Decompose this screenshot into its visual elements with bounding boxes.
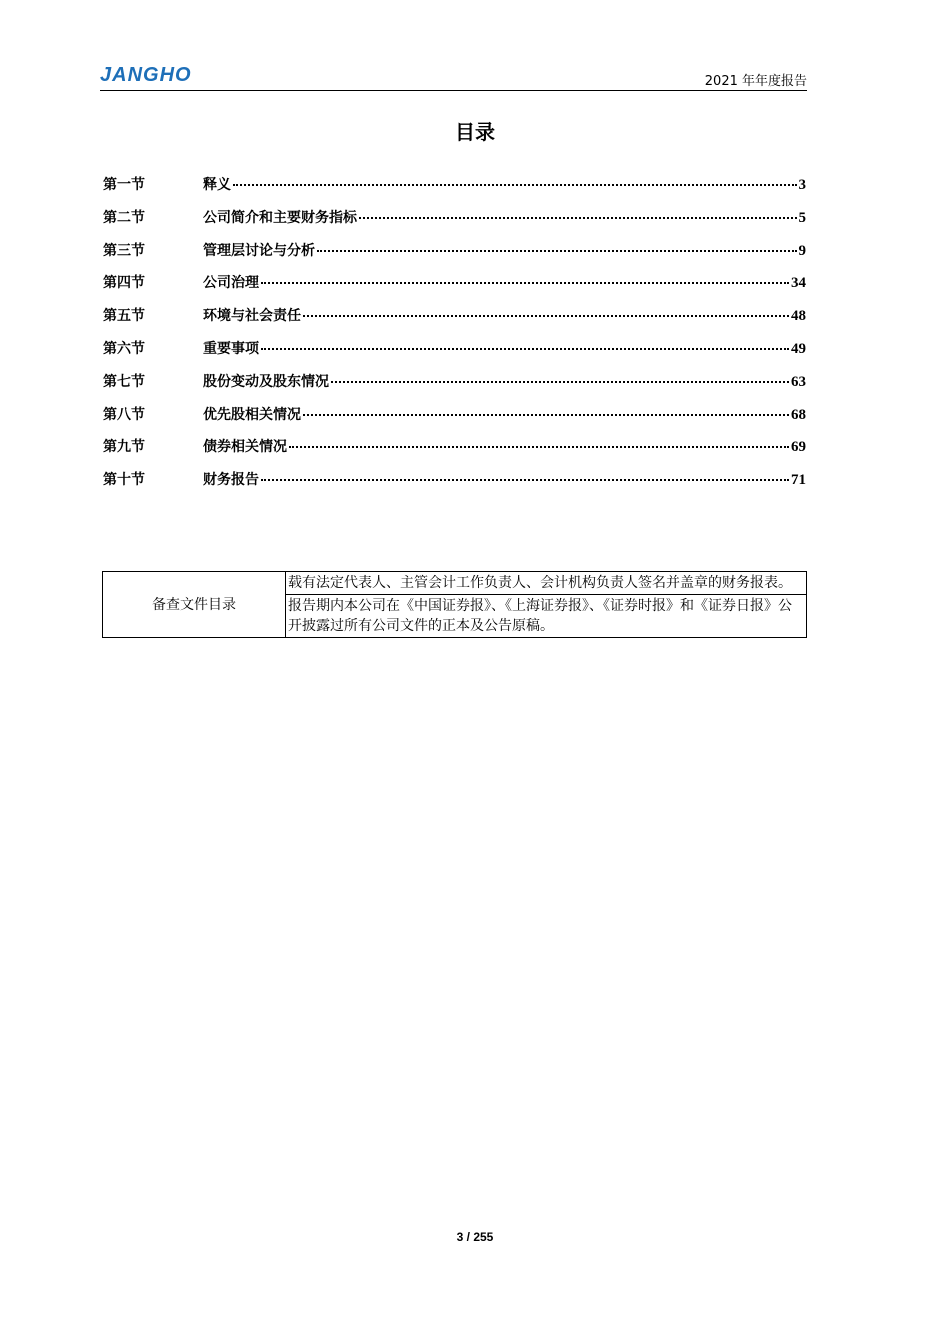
toc-entry[interactable] (103, 240, 806, 273)
toc-page-number: 49 (791, 340, 806, 357)
reference-document-item: 载有法定代表人、主管会计工作负责人、会计机构负责人签名并盖章的财务报表。 (286, 572, 807, 595)
toc-section-number: 第九节 (103, 439, 145, 456)
toc-leader-dots (303, 414, 789, 416)
toc-page-number: 71 (791, 472, 806, 489)
toc-section-number: 第六节 (103, 340, 145, 357)
toc-page-number: 3 (798, 177, 806, 193)
toc-section-title: 重要事项 (203, 340, 259, 357)
toc-entry[interactable] (103, 338, 806, 371)
toc-page-number: 48 (791, 308, 806, 325)
toc-leader-dots (331, 381, 789, 383)
toc-leader-dots (359, 217, 797, 219)
toc-section-number: 第三节 (103, 242, 145, 259)
reference-documents-label: 备查文件目录 (103, 572, 286, 638)
toc-leader-dots (261, 282, 789, 284)
toc-section-number: 第五节 (103, 308, 145, 325)
reference-document-item: 报告期内本公司在《中国证券报》、《上海证券报》、《证券时报》和《证券日报》公开披露过所有公司文件的正本及公告原稿。 (286, 595, 807, 638)
toc-entry[interactable] (103, 469, 806, 502)
toc-page-number: 68 (791, 406, 806, 423)
toc-section-number: 第一节 (103, 177, 145, 193)
toc-section-number: 第二节 (103, 209, 145, 226)
reference-documents-table (102, 571, 807, 638)
toc-page-number: 69 (791, 439, 806, 456)
toc-page-number: 63 (791, 373, 806, 390)
company-logo: JANGHO (100, 64, 192, 86)
toc-leader-dots (261, 479, 789, 481)
toc-entry[interactable] (103, 404, 806, 437)
toc-entry[interactable] (103, 207, 806, 240)
table-row (103, 572, 807, 595)
toc-leader-dots (261, 348, 789, 350)
toc-entry[interactable] (103, 305, 806, 338)
toc-section-number: 第四节 (103, 275, 145, 292)
toc-section-title: 股份变动及股东情况 (203, 373, 329, 390)
toc-leader-dots (289, 446, 789, 448)
toc-section-title: 债券相关情况 (203, 439, 287, 456)
table-of-contents (103, 174, 806, 502)
toc-section-title: 财务报告 (203, 472, 259, 489)
toc-leader-dots (303, 315, 789, 317)
toc-section-number: 第八节 (103, 406, 145, 423)
toc-section-number: 第十节 (103, 472, 145, 489)
toc-section-title: 环境与社会责任 (203, 308, 301, 325)
toc-section-number: 第七节 (103, 373, 145, 390)
page-number: 3 / 255 (456, 1230, 494, 1244)
toc-leader-dots (317, 250, 797, 252)
page-title: 目录 (455, 120, 495, 144)
toc-page-number: 9 (798, 242, 806, 259)
toc-entry[interactable] (103, 174, 806, 207)
toc-leader-dots (233, 184, 797, 186)
page-header (100, 62, 807, 91)
toc-page-number: 5 (798, 209, 806, 226)
report-name: 2021 年年度报告 (704, 74, 807, 89)
toc-section-title: 管理层讨论与分析 (203, 242, 315, 259)
toc-section-title: 公司治理 (203, 275, 259, 292)
toc-section-title: 释义 (203, 177, 231, 193)
toc-entry[interactable] (103, 371, 806, 404)
toc-section-title: 优先股相关情况 (203, 406, 301, 423)
toc-entry[interactable] (103, 436, 806, 469)
toc-page-number: 34 (791, 275, 806, 292)
toc-entry[interactable] (103, 272, 806, 305)
toc-section-title: 公司简介和主要财务指标 (203, 209, 357, 226)
